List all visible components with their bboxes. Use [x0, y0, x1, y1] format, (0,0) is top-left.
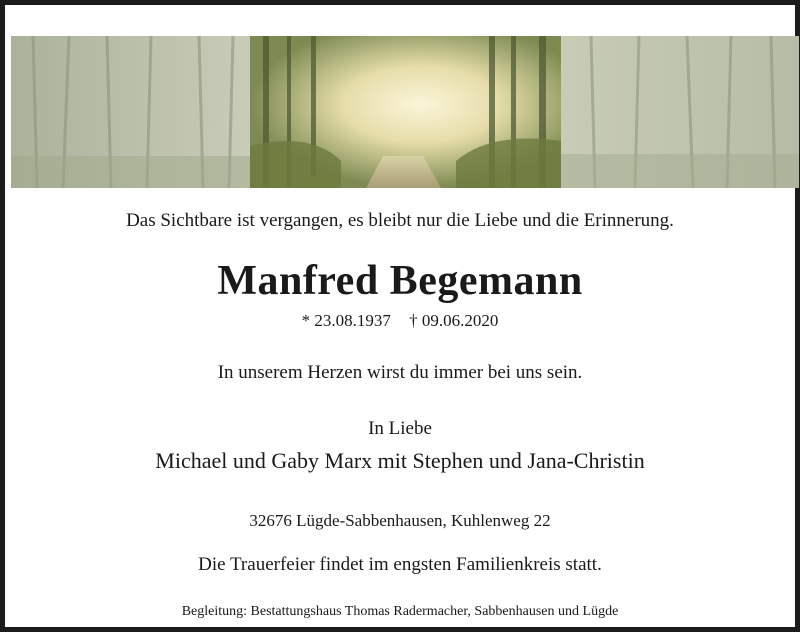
undertaker-credit: Begleitung: Bestattungshaus Thomas Radermacher, Sabbenhausen und Lügde — [181, 604, 619, 619]
birth-date: * 23.08.1937 — [301, 311, 391, 330]
mourners-address: 32676 Lügde-Sabbenhausen, Kuhlenweg 22 — [249, 511, 551, 530]
forest-banner-image — [11, 36, 799, 188]
death-date: † 09.06.2020 — [409, 311, 499, 330]
funeral-notice: Die Trauerfeier findet im engsten Familienkreis statt. — [198, 554, 602, 575]
mourners-names: Michael und Gaby Marx mit Stephen und Jana-Christin — [155, 448, 645, 473]
in-love-label: In Liebe — [368, 418, 432, 439]
deceased-name: Manfred Begemann — [217, 258, 583, 304]
epigraph: Das Sichtbare ist vergangen, es bleibt nur die Liebe und die Erinnerung. — [126, 210, 674, 231]
forest-path-illustration — [11, 36, 799, 188]
memorial-verse: In unserem Herzen wirst du immer bei uns sein. — [217, 362, 583, 383]
life-dates — [5, 311, 795, 331]
